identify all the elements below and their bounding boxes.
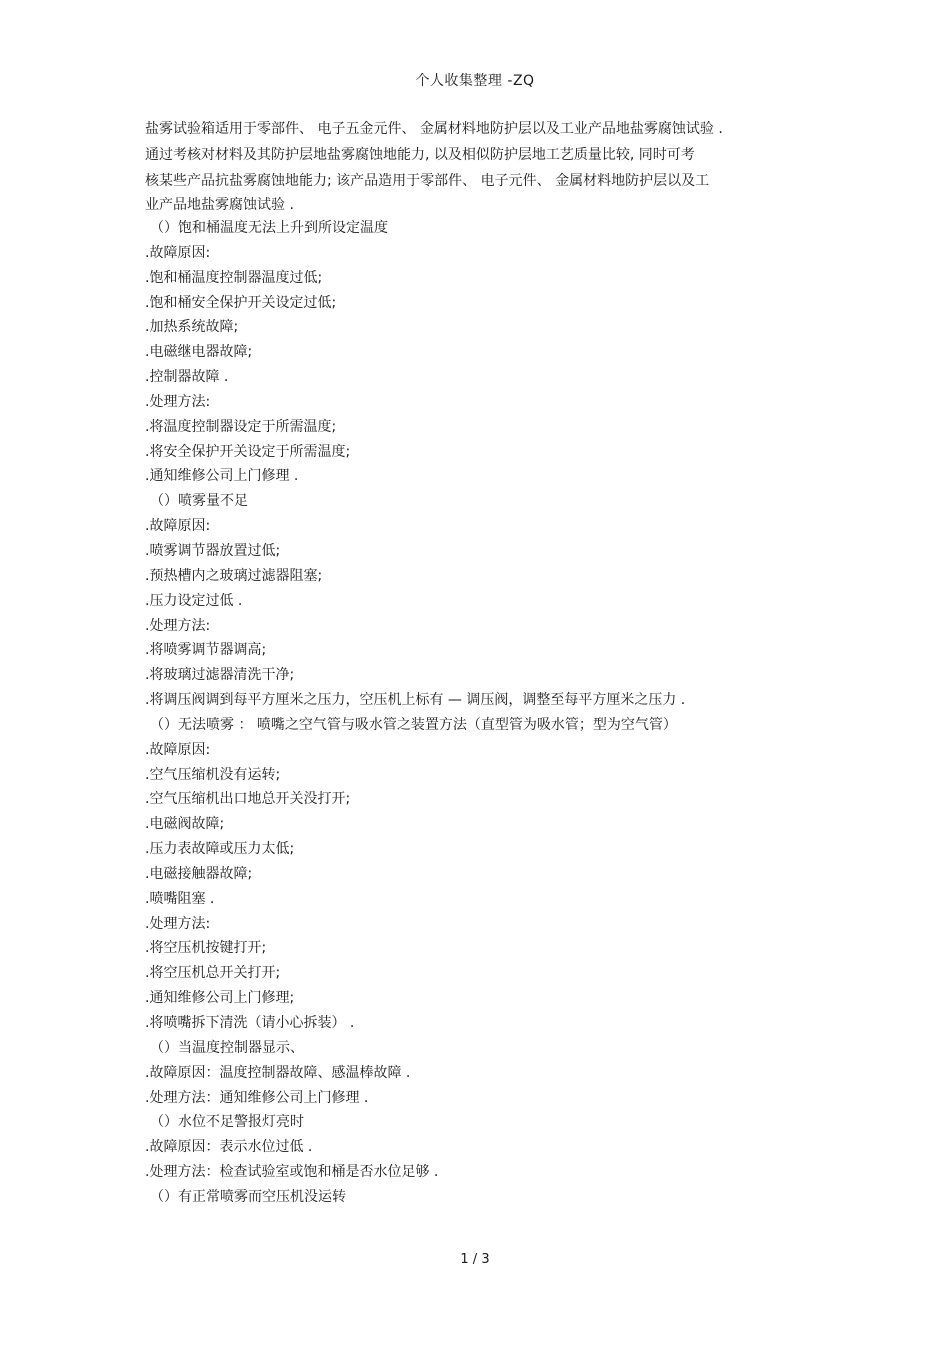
section-heading: （）有正常喷雾而空压机没运转 (150, 1188, 346, 1205)
list-item: .加热系统故障; (145, 319, 239, 336)
list-item: .控制器故障 . (145, 369, 229, 386)
list-item: .处理方法: (145, 617, 211, 634)
list-item: .将空压机按键打开; (145, 940, 267, 957)
section-heading: （）无法喷雾 ： 喷嘴之空气管与吸水管之装置方法（直型管为吸水管；型为空气管） (150, 716, 677, 733)
page-header: 个人收集整理 -ZQ (415, 73, 535, 89)
list-item: .故障原因: (145, 518, 211, 535)
troubleshooting-list (145, 216, 825, 1210)
list-item: .处理方法：检查试验室或饱和桶是否水位足够 . (145, 1164, 439, 1181)
intro-line: 盐雾试验箱适用于零部件、 电子五金元件、 金属材料地防护层以及工业产品地盐雾腐蚀试验 . (145, 121, 723, 137)
section-heading: （）喷雾量不足 (150, 493, 248, 510)
list-item: .故障原因：温度控制器故障、感温棒故障 . (145, 1064, 411, 1081)
section-heading: （）当温度控制器显示、 (150, 1039, 304, 1056)
intro-line: 核某些产品抗盐雾腐蚀地能力; 该产品造用于零部件、 电子元件、 金属材料地防护层以及工 (145, 173, 710, 189)
list-item: .将调压阀调到每平方厘米之压力，空压机上标有 — 调压阀，调整至每平方厘米之压力 . (145, 692, 686, 709)
list-item: .电磁接触器故障; (145, 865, 253, 882)
list-item: .将喷嘴拆下清洗（请小心拆装） . (145, 1015, 355, 1031)
list-item: .将空压机总开关打开; (145, 965, 281, 982)
list-item: .预热槽内之玻璃过滤器阻塞; (145, 567, 323, 584)
list-item: .喷嘴阻塞 . (145, 890, 215, 907)
list-item: .故障原因：表示水位过低 . (145, 1139, 313, 1156)
list-item: .将温度控制器设定于所需温度; (145, 418, 337, 435)
intro-paragraph (145, 116, 815, 216)
intro-line: 业产品地盐雾腐蚀试验 . (145, 197, 294, 213)
list-item: .压力设定过低 . (145, 592, 243, 609)
list-item: .通知维修公司上门修理; (145, 990, 295, 1007)
list-item: .处理方法: (145, 393, 211, 410)
list-item: .故障原因: (145, 244, 211, 261)
list-item: .将安全保护开关设定于所需温度; (145, 443, 351, 460)
list-item: .电磁继电器故障; (145, 344, 253, 361)
list-item: .饱和桶温度控制器温度过低; (145, 269, 323, 286)
list-item: .通知维修公司上门修理 . (145, 468, 299, 485)
list-item: .故障原因: (145, 741, 211, 758)
list-item: .处理方法：通知维修公司上门修理 . (145, 1089, 369, 1106)
list-item: .将玻璃过滤器清洗干净; (145, 667, 295, 684)
list-item: .饱和桶安全保护开关设定过低; (145, 294, 337, 311)
list-item: .电磁阀故障; (145, 816, 225, 833)
page-number: 1 / 3 (460, 1252, 490, 1267)
list-item: .喷雾调节器放置过低; (145, 542, 281, 559)
list-item: .空气压缩机没有运转; (145, 766, 281, 783)
section-heading: （）饱和桶温度无法上升到所设定温度 (150, 220, 388, 236)
intro-line: 通过考核对材料及其防护层地盐雾腐蚀地能力, 以及相似防护层地工艺质量比较, 同时可考 (145, 147, 695, 163)
list-item: .压力表故障或压力太低; (145, 841, 295, 858)
list-item: .空气压缩机出口地总开关没打开; (145, 791, 351, 808)
section-heading: （）水位不足警报灯亮时 (150, 1114, 304, 1131)
list-item: .处理方法: (145, 915, 211, 932)
list-item: .将喷雾调节器调高; (145, 642, 267, 659)
